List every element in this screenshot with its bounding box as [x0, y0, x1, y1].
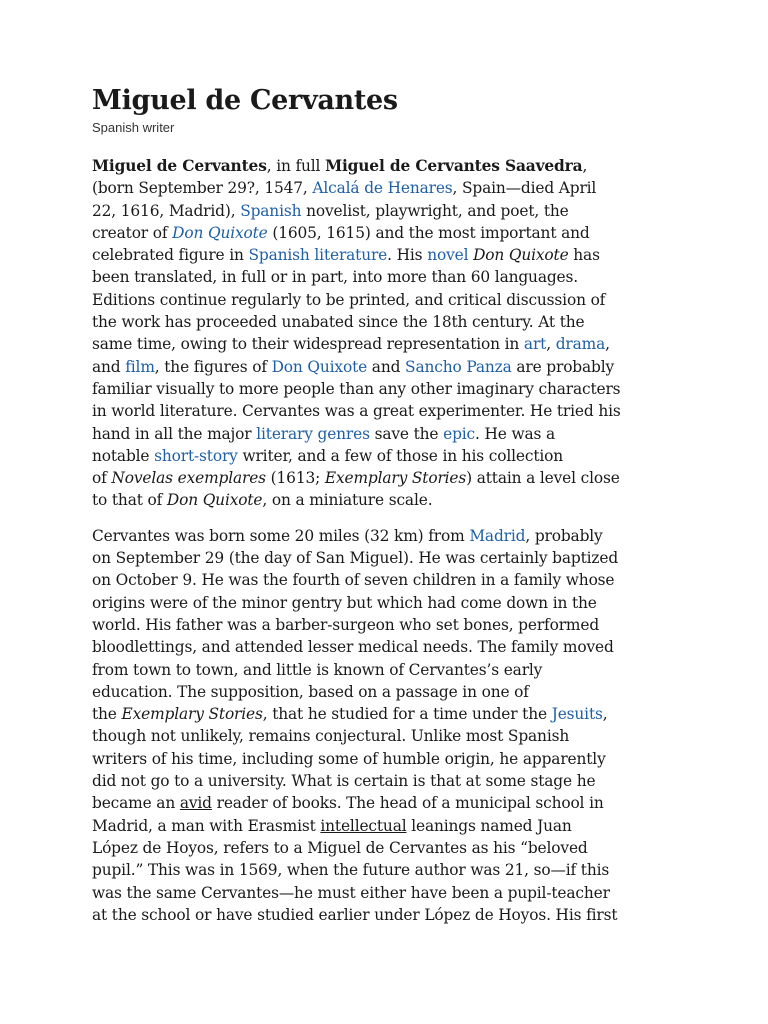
article-link[interactable]: literary genres [256, 424, 370, 443]
text-run: are probably [511, 357, 615, 376]
text-run: (born September 29?, 1547, [92, 179, 313, 198]
text-run: Editions continue regularly to be printed, and critical discussion of [92, 290, 606, 309]
italic-text: Don Quixote [166, 491, 263, 510]
article-link[interactable]: drama [555, 335, 606, 354]
text-run: (1613; [265, 469, 325, 488]
text-run: to that of [92, 491, 167, 510]
text-line [92, 400, 692, 422]
italic-text: Don Quixote [473, 246, 569, 265]
text-run: reader of books. The head of a municipal school in [211, 794, 604, 813]
text-run: Cervantes was born some 20 miles (32 km) from [92, 526, 470, 545]
text-run: creator of [92, 223, 173, 242]
text-line [92, 266, 692, 288]
text-line [92, 636, 692, 658]
text-run: origins were of the minor gentry but which had come down in the [92, 593, 597, 612]
article-link[interactable]: Don Quixote [172, 223, 268, 242]
text-run: , in full [266, 157, 326, 175]
text-run: , that he studied for a time under the [262, 705, 552, 724]
text-line [92, 859, 692, 881]
text-run: , probably [525, 526, 603, 545]
text-line [92, 904, 692, 926]
text-run: on October 9. He was the fourth of seven children in a family whose [92, 571, 615, 590]
text-run: became an [92, 794, 180, 813]
italic-text: Exemplary Stories [324, 469, 467, 488]
text-line [92, 614, 692, 636]
text-line [92, 882, 692, 904]
text-run: . He was a [475, 424, 556, 443]
text-run: and [367, 357, 406, 376]
text-run: though not unlikely, remains conjectural. Unlike most Spanish [92, 727, 570, 746]
text-line [92, 569, 692, 591]
text-run: , [605, 335, 610, 354]
article-link[interactable]: short-story [154, 446, 238, 465]
text-run: writer, and a few of those in his collection [237, 446, 564, 465]
text-line [92, 445, 692, 467]
text-line [92, 725, 692, 747]
text-run: ) attain a level close [466, 469, 620, 488]
article-link[interactable]: Spanish [240, 201, 302, 220]
text-run: , on a miniature scale. [262, 491, 433, 510]
text-line [92, 770, 692, 792]
text-run: López de Hoyos, refers to a Miguel de Cervantes as his “beloved [92, 838, 588, 857]
text-run: the work has proceeded unabated since the 18th century. At the [92, 313, 585, 332]
article-link[interactable]: Spanish literature [248, 246, 388, 265]
text-run: has [568, 246, 600, 265]
article-link[interactable]: epic [443, 424, 476, 443]
article [92, 84, 692, 926]
article-link[interactable]: film [125, 357, 155, 376]
italic-text: Exemplary Stories [121, 705, 263, 724]
paragraph-early-life [92, 525, 692, 926]
text-run: (1605, 1615) and the most important and [267, 223, 590, 242]
text-run: writers of his time, including some of humble origin, he apparently [92, 749, 606, 768]
text-run: bloodlettings, and attended lesser medical needs. The family moved [92, 638, 614, 657]
text-run: at the school or have studied earlier under López de Hoyos. His first [92, 905, 618, 924]
text-line [92, 222, 692, 244]
article-link[interactable]: Don Quixote [271, 357, 368, 376]
text-line [92, 815, 692, 837]
text-line [92, 378, 692, 400]
text-line [92, 333, 692, 355]
text-line [92, 467, 692, 489]
text-run: leanings named Juan [406, 816, 572, 835]
article-link[interactable]: art [523, 335, 547, 354]
text-run: hand in all the major [92, 424, 257, 443]
text-run: celebrated figure in [92, 246, 249, 265]
text-run: , [602, 705, 608, 724]
text-run: Madrid, a man with Erasmist [92, 816, 321, 835]
text-run: notable [92, 446, 155, 465]
text-run: was the same Cervantes—he must either have been a pupil-teacher [92, 883, 610, 902]
article-link[interactable]: Madrid [469, 526, 526, 545]
page-subtitle: Spanish writer [92, 120, 175, 135]
text-run: world. His father was a barber-surgeon who set bones, performed [92, 615, 600, 634]
text-run: familiar visually to more people than any other imaginary characters [92, 379, 621, 398]
text-line [92, 659, 692, 681]
article-link[interactable]: Alcalá de Henares [312, 179, 453, 198]
text-run: the [92, 705, 122, 724]
text-line [92, 289, 692, 311]
page-title: Miguel de Cervantes [92, 85, 398, 116]
glossary-term-link[interactable]: intellectual [320, 816, 407, 835]
text-line [92, 592, 692, 614]
bold-text: Miguel de Cervantes [92, 157, 267, 175]
text-run: been translated, in full or in part, into more than 60 languages. [92, 268, 578, 287]
text-run: , Spain—died April [452, 179, 597, 198]
text-run: of [92, 469, 112, 488]
text-line [92, 525, 692, 547]
article-link[interactable]: novel [427, 246, 469, 265]
text-run: novelist, playwright, and poet, the [301, 201, 569, 220]
text-line [92, 177, 692, 199]
bold-text: Miguel de Cervantes Saavedra [325, 157, 583, 175]
article-link[interactable]: Sancho Panza [405, 357, 512, 376]
text-line [92, 681, 692, 703]
text-run: on September 29 (the day of San Miguel). He was certainly baptized [92, 549, 619, 568]
text-line [92, 244, 692, 266]
text-line [92, 748, 692, 770]
text-line [92, 837, 692, 859]
text-run: did not go to a university. What is certain is that at some stage he [92, 772, 596, 791]
text-run: , the figures of [154, 357, 272, 376]
text-run: , [546, 335, 556, 354]
text-run: , [582, 157, 588, 175]
text-run: from town to town, and little is known of Cervantes’s early [92, 660, 543, 679]
text-run: save the [369, 424, 444, 443]
text-line [92, 423, 692, 445]
text-line [92, 356, 692, 378]
text-line [92, 792, 692, 814]
italic-text: Novelas exemplares [111, 469, 266, 488]
paragraph-intro [92, 155, 692, 512]
text-run: same time, owing to their widespread representation in [92, 335, 524, 354]
text-line [92, 547, 692, 569]
text-line [92, 703, 692, 725]
text-run: in world literature. Cervantes was a great experimenter. He tried his [92, 402, 621, 421]
text-line [92, 489, 692, 511]
text-run: pupil.” This was in 1569, when the future author was 21, so—if this [92, 861, 610, 880]
text-run: education. The supposition, based on a passage in one of [92, 682, 529, 701]
text-line [92, 311, 692, 333]
text-run: . His [387, 246, 428, 265]
text-run: 22, 1616, Madrid), [92, 201, 241, 220]
text-line [92, 155, 692, 177]
glossary-term-link[interactable]: avid [179, 794, 212, 813]
article-link[interactable]: Jesuits [551, 705, 603, 724]
text-line [92, 200, 692, 222]
text-run: and [92, 357, 126, 376]
